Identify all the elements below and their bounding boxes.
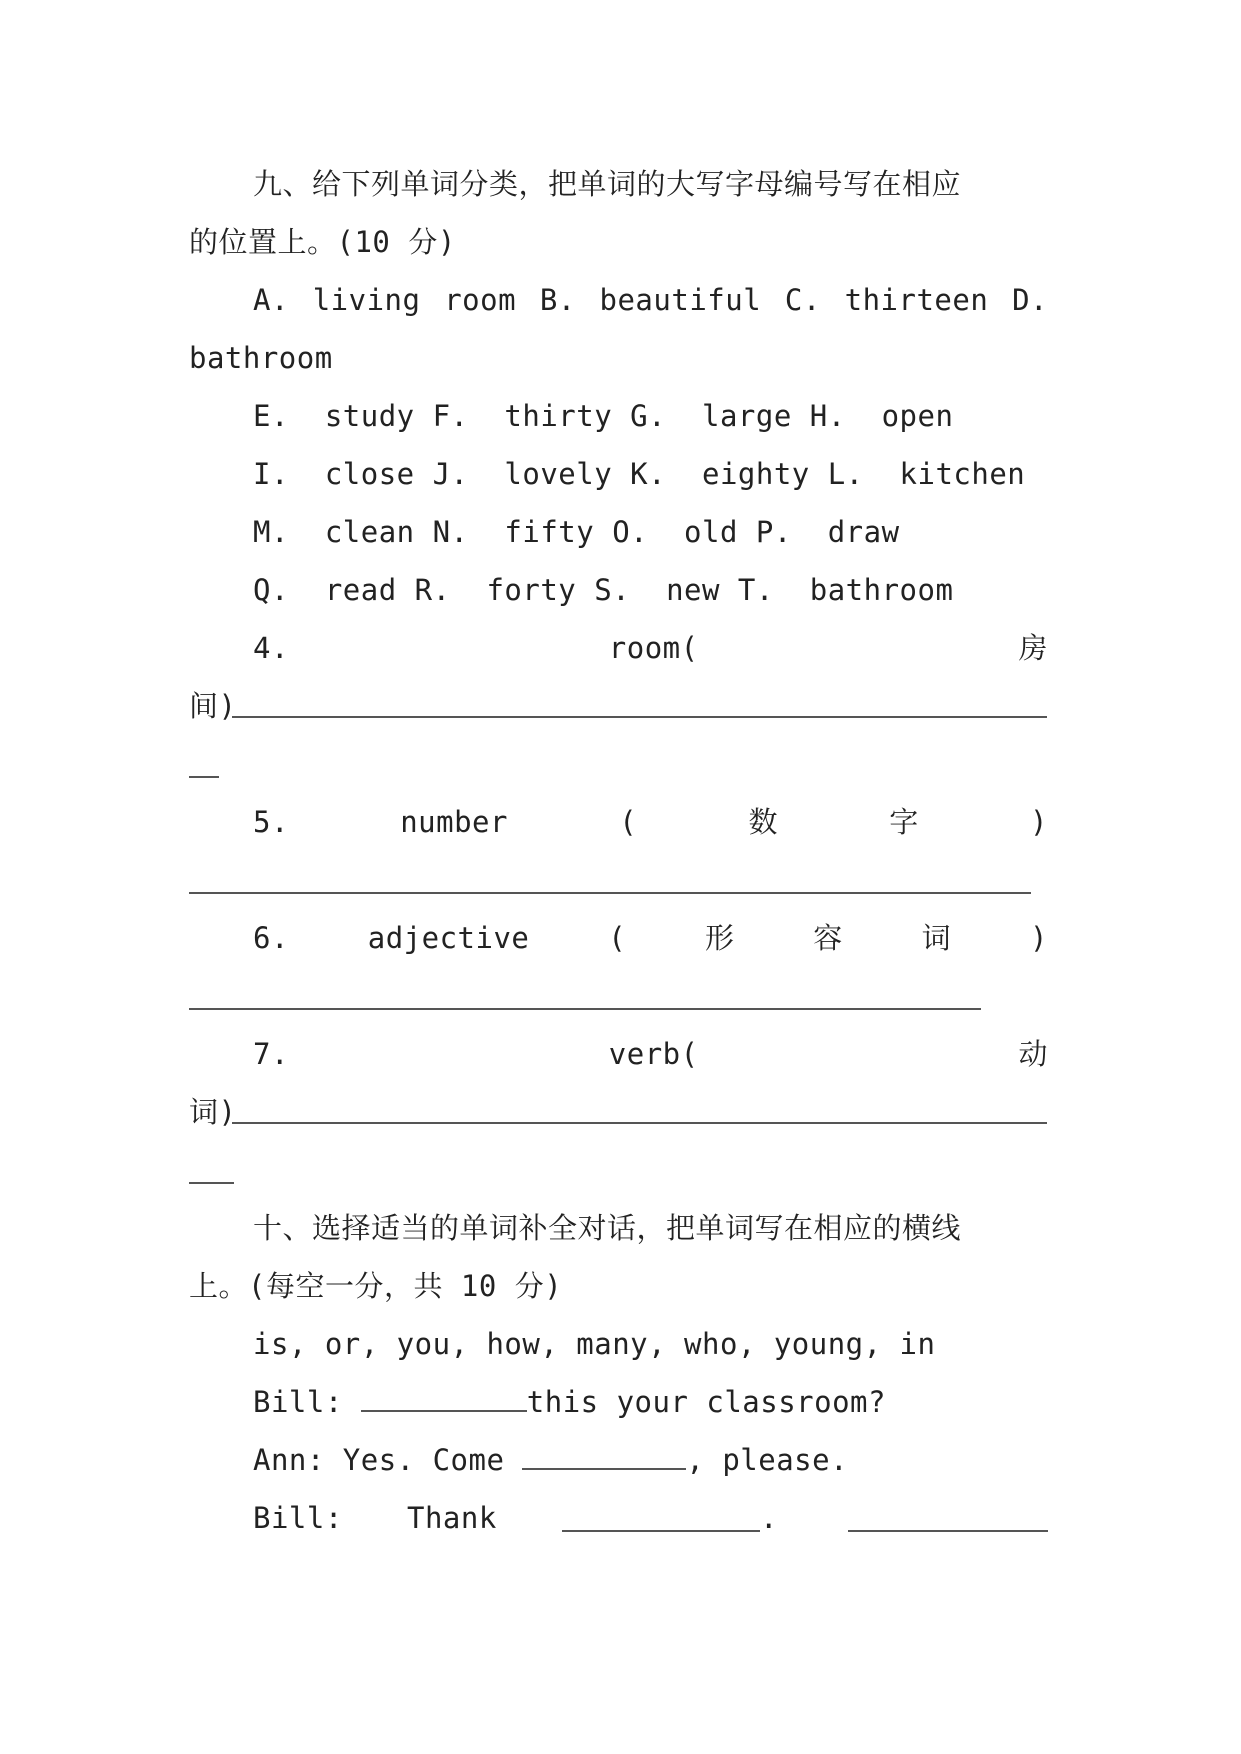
row1-cell: B. — [539, 283, 576, 317]
word-list-row4: M. clean N. fifty O. old P. draw — [253, 515, 900, 549]
question-4 — [253, 628, 1048, 668]
dialogue-line-1 — [253, 1382, 886, 1422]
q5-cell: ( — [619, 805, 638, 839]
word-list-row2: E. study F. thirty G. large H. open — [253, 399, 954, 433]
q4-word: room( — [608, 631, 699, 665]
word-list-row1-wrap: bathroom — [189, 341, 333, 375]
q5-number: 5. — [253, 805, 289, 839]
speaker-ann-text: Ann: Yes. Come — [253, 1443, 505, 1477]
dialogue-text: this your classroom? — [526, 1385, 886, 1419]
dialogue-blank-1[interactable] — [361, 1382, 527, 1412]
q7-wrap: 词) — [189, 1095, 237, 1129]
q5-cell: ) — [1030, 805, 1048, 839]
word-bank: is, or, you, how, many, who, young, in — [253, 1327, 936, 1361]
row1-cell: living — [312, 283, 421, 317]
dialogue-blank-4[interactable] — [848, 1530, 1048, 1532]
question-5 — [253, 802, 1048, 842]
question-7 — [253, 1034, 1048, 1074]
section9-title-line1: 九、给下列单词分类，把单词的大写字母编号写在相应 — [253, 167, 962, 201]
q6-cell: 形 — [704, 921, 735, 955]
q5-answer-blank[interactable] — [189, 892, 1031, 894]
section10-title-line2: 上。(每空一分，共 10 分) — [189, 1269, 563, 1303]
dialogue-blank-3[interactable] — [562, 1530, 760, 1532]
q7-cn: 动 — [1018, 1037, 1048, 1071]
q4-wrap: 间) — [189, 689, 237, 723]
q4-answer-blank[interactable] — [232, 716, 1047, 718]
word-list-row5: Q. read R. forty S. new T. bathroom — [253, 573, 954, 607]
q6-number: 6. — [253, 921, 289, 955]
section9-title-line2: 的位置上。(10 分) — [189, 225, 456, 259]
q6-cell: ) — [1029, 921, 1048, 955]
dialogue-line-3-dot: . — [760, 1501, 778, 1535]
row1-cell: C. — [784, 283, 821, 317]
q6-cell: ( — [608, 921, 627, 955]
dialogue-line-3-speaker: Bill: — [253, 1501, 343, 1535]
dialogue-line-3-word: Thank — [407, 1501, 497, 1535]
q6-cell: 容 — [813, 921, 843, 955]
q5-cell: 数 — [748, 805, 778, 839]
dialogue-text: , please. — [686, 1443, 849, 1477]
row1-cell: A. — [253, 283, 289, 317]
row1-cell: room — [444, 283, 517, 317]
q4-number: 4. — [253, 631, 289, 665]
row1-cell: thirteen — [844, 283, 989, 317]
row1-cell: beautiful — [599, 283, 762, 317]
q7-number: 7. — [253, 1037, 289, 1071]
q6-answer-blank[interactable] — [189, 1008, 981, 1010]
q4-cn: 房 — [1018, 631, 1048, 665]
q4-answer-blank-tail[interactable] — [189, 776, 219, 778]
question-6 — [253, 918, 1048, 958]
speaker-bill: Bill: — [253, 1385, 343, 1419]
word-list-row1 — [253, 280, 1048, 320]
q5-cell: number — [400, 805, 508, 839]
dialogue-blank-2[interactable] — [522, 1440, 686, 1470]
q7-word: verb( — [608, 1037, 699, 1071]
q7-answer-blank[interactable] — [232, 1122, 1047, 1124]
word-list-row3: I. close J. lovely K. eighty L. kitchen — [253, 457, 1026, 491]
row1-cell: D. — [1012, 283, 1048, 317]
q7-answer-blank-tail[interactable] — [189, 1182, 234, 1184]
dialogue-line-2 — [253, 1440, 848, 1480]
q5-cell: 字 — [889, 805, 919, 839]
q6-cell: 词 — [921, 921, 952, 955]
q6-cell: adjective — [367, 921, 530, 955]
section10-title-line1: 十、选择适当的单词补全对话，把单词写在相应的横线 — [253, 1211, 962, 1245]
